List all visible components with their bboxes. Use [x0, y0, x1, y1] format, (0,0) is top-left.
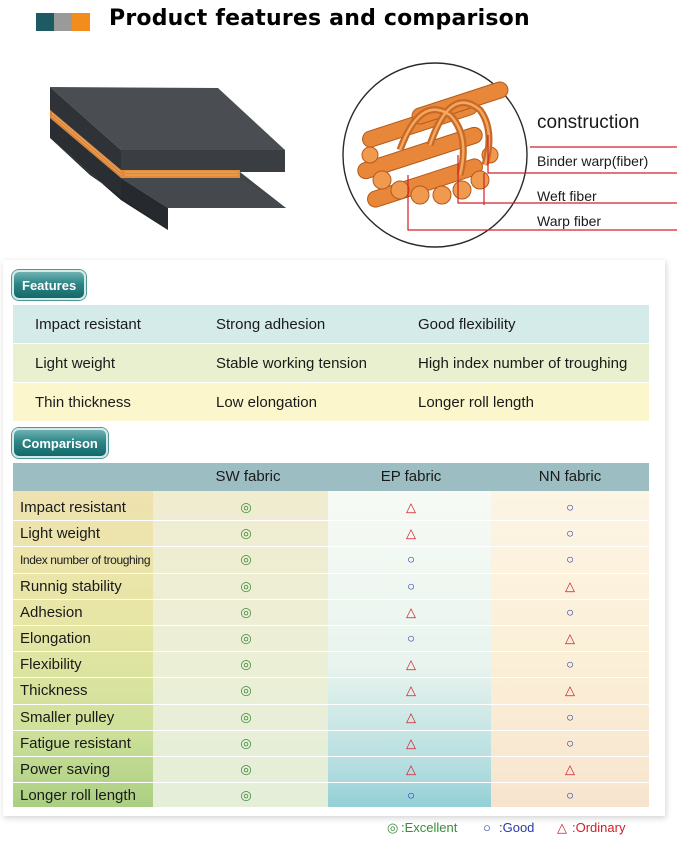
row-divider: [13, 546, 153, 547]
rating-excellent-mark: ◎: [240, 787, 252, 803]
row-label: Impact resistant: [20, 499, 126, 516]
rating-good-mark: ○: [566, 709, 574, 725]
row-divider: [13, 573, 153, 574]
conveyor-belt-illustration: [40, 80, 300, 230]
feature-item: Stable working tension: [216, 354, 367, 372]
legend-ordinary-symbol: △: [557, 820, 567, 835]
feature-item: Light weight: [35, 354, 116, 372]
rating-excellent-mark: ◎: [240, 499, 252, 515]
row-divider: [153, 573, 649, 574]
feature-item: Thin thickness: [35, 393, 131, 411]
row-label: Thickness: [20, 682, 88, 700]
rating-ordinary-mark: △: [565, 761, 575, 777]
rating-excellent-mark: ◎: [240, 682, 252, 698]
rating-excellent-mark: ◎: [240, 656, 252, 672]
rating-good-mark: ○: [407, 787, 415, 803]
legend-excellent-symbol: ◎: [387, 820, 399, 835]
row-label: Adhesion: [20, 603, 83, 621]
row-divider: [153, 677, 649, 678]
column-header-ep: EP fabric: [380, 468, 442, 485]
row-divider: [153, 520, 649, 521]
rating-ordinary-mark: △: [565, 630, 575, 646]
row-divider: [13, 730, 153, 731]
rating-ordinary-mark: △: [406, 761, 416, 777]
feature-item: Impact resistant: [35, 315, 141, 333]
features-badge: Features: [12, 270, 86, 300]
row-divider: [13, 651, 153, 652]
rating-good-mark: ○: [566, 499, 574, 515]
row-label: Flexibility: [20, 656, 82, 674]
rating-ordinary-mark: △: [406, 735, 416, 751]
column-header-nn: NN fabric: [538, 468, 602, 485]
row-label: Light weight: [20, 525, 101, 543]
row-divider: [13, 782, 153, 783]
rating-good-mark: ○: [566, 787, 574, 803]
color-square-orange: [72, 13, 90, 31]
legend-excellent-label: :Excellent: [401, 820, 458, 835]
feature-item: Good flexibility: [418, 315, 516, 333]
rating-excellent-mark: ◎: [240, 735, 252, 751]
legend-good-label: :Good: [499, 820, 535, 835]
rating-ordinary-mark: △: [406, 499, 416, 515]
feature-item: Strong adhesion: [216, 315, 326, 333]
rating-good-mark: ○: [407, 551, 415, 567]
weft-fiber-label: Weft fiber: [537, 188, 597, 204]
row-divider: [153, 651, 649, 652]
binder-warp-label: Binder warp(fiber): [537, 153, 649, 169]
row-divider: [153, 782, 649, 783]
rating-ordinary-mark: △: [565, 578, 575, 594]
rating-ordinary-mark: △: [406, 656, 416, 672]
row-label: Elongation: [20, 630, 91, 647]
feature-item: Longer roll length: [418, 393, 534, 411]
color-square-gray: [54, 13, 72, 31]
comparison-table: [13, 463, 649, 807]
rating-excellent-mark: ◎: [240, 525, 252, 541]
feature-row: [13, 383, 649, 421]
title-color-squares: [36, 13, 90, 31]
page-title: Product features and comparison: [109, 6, 530, 31]
row-label: Smaller pulley: [20, 708, 115, 726]
rating-ordinary-mark: △: [565, 682, 575, 698]
construction-heading: construction: [537, 112, 640, 133]
rating-ordinary-mark: △: [406, 604, 416, 620]
comparison-badge: Comparison: [12, 428, 108, 458]
row-label: Runnig stability: [20, 577, 122, 595]
rating-good-mark: ○: [566, 525, 574, 541]
rating-excellent-mark: ◎: [240, 709, 252, 725]
rating-good-mark: ○: [566, 551, 574, 567]
row-divider: [153, 546, 649, 547]
row-divider: [13, 599, 153, 600]
rating-ordinary-mark: △: [406, 525, 416, 541]
row-label: Fatigue resistant: [20, 734, 131, 752]
color-square-teal: [36, 13, 54, 31]
row-divider: [153, 625, 649, 626]
row-label: Longer roll length: [20, 787, 136, 805]
row-divider: [153, 704, 649, 705]
rating-excellent-mark: ◎: [240, 761, 252, 777]
legend-ordinary-label: :Ordinary: [572, 820, 626, 835]
row-label: Power saving: [20, 761, 111, 778]
rating-good-mark: ○: [566, 656, 574, 672]
feature-item: High index number of troughing: [418, 354, 628, 372]
feature-row: [13, 344, 649, 382]
feature-row: [13, 305, 649, 343]
row-divider: [153, 730, 649, 731]
row-divider: [153, 756, 649, 757]
rating-good-mark: ○: [566, 735, 574, 751]
feature-item: Low elongation: [216, 393, 317, 411]
rating-ordinary-mark: △: [406, 709, 416, 725]
rating-good-mark: ○: [407, 630, 415, 646]
row-label: Index number of troughing: [20, 553, 151, 568]
rating-excellent-mark: ◎: [240, 551, 252, 567]
comparison-header-row: [13, 463, 649, 491]
row-divider: [13, 520, 153, 521]
rating-good-mark: ○: [407, 578, 415, 594]
legend-good-symbol: ○: [483, 820, 491, 835]
row-divider: [153, 599, 649, 600]
row-divider: [13, 756, 153, 757]
warp-fiber-label: Warp fiber: [537, 213, 602, 229]
column-header-sw: SW fabric: [215, 468, 281, 485]
rating-good-mark: ○: [566, 604, 574, 620]
rating-excellent-mark: ◎: [240, 604, 252, 620]
row-divider: [13, 704, 153, 705]
row-divider: [13, 625, 153, 626]
rating-ordinary-mark: △: [406, 682, 416, 698]
rating-excellent-mark: ◎: [240, 630, 252, 646]
row-divider: [13, 677, 153, 678]
rating-excellent-mark: ◎: [240, 578, 252, 594]
